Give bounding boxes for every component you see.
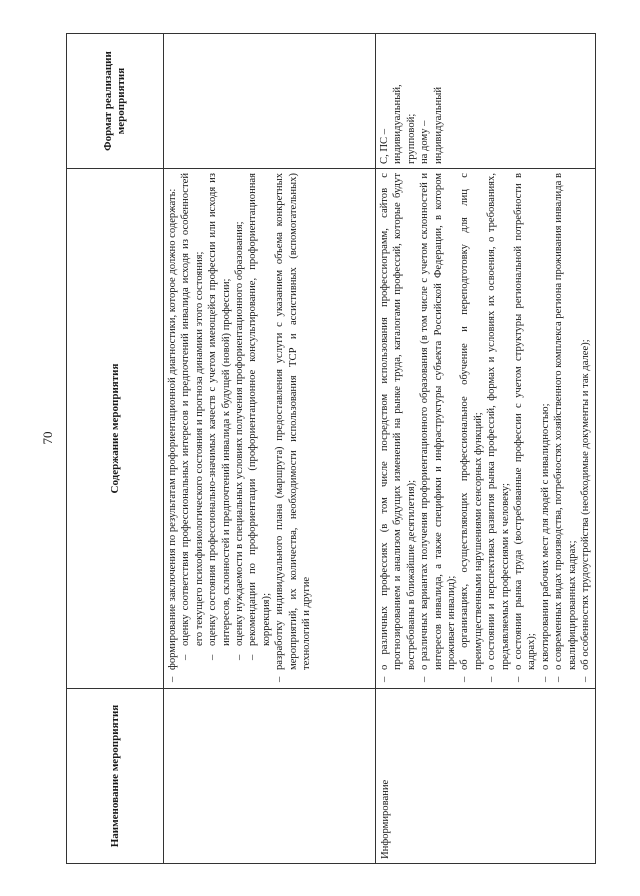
list-item: – о различных вариантах получения профориентационного образования (в том числе с учетом склонностей и интересов инвалида, а также специфики и инфраструктуры субъекта Российской Федерации, в котором проживает инвалид);: [418, 173, 458, 684]
header-format: Формат реализации мероприятия: [67, 34, 164, 169]
rotated-page-content: [66, 34, 596, 864]
header-name: Наименование мероприятия: [67, 689, 164, 864]
row-1-name: [164, 689, 376, 864]
list-item: – о современных видах производства, потребностях хозяйственного комплекса региона проживания инвалида в квалифицированных кадрах;: [552, 173, 579, 684]
format-line: индивидуальный,: [392, 84, 404, 164]
list-item: – о различных профессиях (в том числе посредством использования профессиограмм, сайтов с прогнозированием и анализом будущих изменений на рынке труда, каталогами профессий, которые будут востребованы в ближайшие десятилетия);: [378, 173, 418, 684]
list-item: – оценку нуждаемости в специальных условиях получения профориентационного образования;: [233, 173, 246, 684]
row-1-bullet-list: [166, 173, 313, 684]
list-item: – об организациях, осуществляющих профессиональное обучение и переподготовку для лиц с преимущественными нарушениями сенсорных функций;: [458, 173, 485, 684]
list-item: – о квотировании рабочих мест для людей с инвалидностью;: [539, 173, 552, 684]
format-line: на дому –: [419, 120, 431, 164]
list-item: – разработку индивидуального плана (маршрута) предоставления услуги с указанием объема конкретных мероприятий, их количества, необходимости использования ТСР и ассистивных (вспомогательных) технологий и другие: [273, 173, 313, 684]
list-item: – рекомендации по профориентации (профориентационное консультирование, профориентационная коррекция);: [246, 173, 273, 684]
format-line: групповой;: [405, 113, 417, 164]
format-line: индивидуальный: [432, 87, 444, 164]
list-item: – оценку соответствия профессиональных интересов и предпочтений инвалида исходя из особенностей его текущего психофизиологического состояния и прогноза динамики этого состояния;: [179, 173, 206, 684]
row-2-name: Информирование: [376, 689, 596, 864]
page-number: 70: [40, 431, 55, 445]
row-2-content: [376, 169, 596, 689]
list-item: – о состоянии рынка труда (востребованные профессии с учетом структуры региональной потребности в кадрах);: [512, 173, 539, 684]
table-row: [376, 34, 596, 864]
table-row: [164, 34, 376, 864]
format-lines: [378, 38, 445, 164]
row-1-content: [164, 169, 376, 689]
list-item: – оценку состояния профессионально-значимых качеств с учетом имеющейся профессии или исходя из интересов, склонностей и предпочтений инвалида к будущей (новой) профессии;: [206, 173, 233, 684]
measures-table: [66, 33, 596, 864]
list-item: – о состоянии и перспективах развития рынка профессий, формах и условиях их освоения, о требованиях, предъявляемых профессиями к человеку;: [485, 173, 512, 684]
table-header-row: [67, 34, 164, 864]
format-line: С, ПС –: [379, 128, 390, 164]
list-item: – формирование заключения по результатам профориентационной диагностики, которое должно содержать:: [166, 173, 179, 684]
row-2-format: [376, 34, 596, 169]
row-2-bullet-list: [378, 173, 593, 684]
row-1-format: [164, 34, 376, 169]
header-content: Содержание мероприятия: [67, 169, 164, 689]
list-item: – об особенностях трудоустройства (необходимые документы и так далее);: [579, 173, 592, 684]
